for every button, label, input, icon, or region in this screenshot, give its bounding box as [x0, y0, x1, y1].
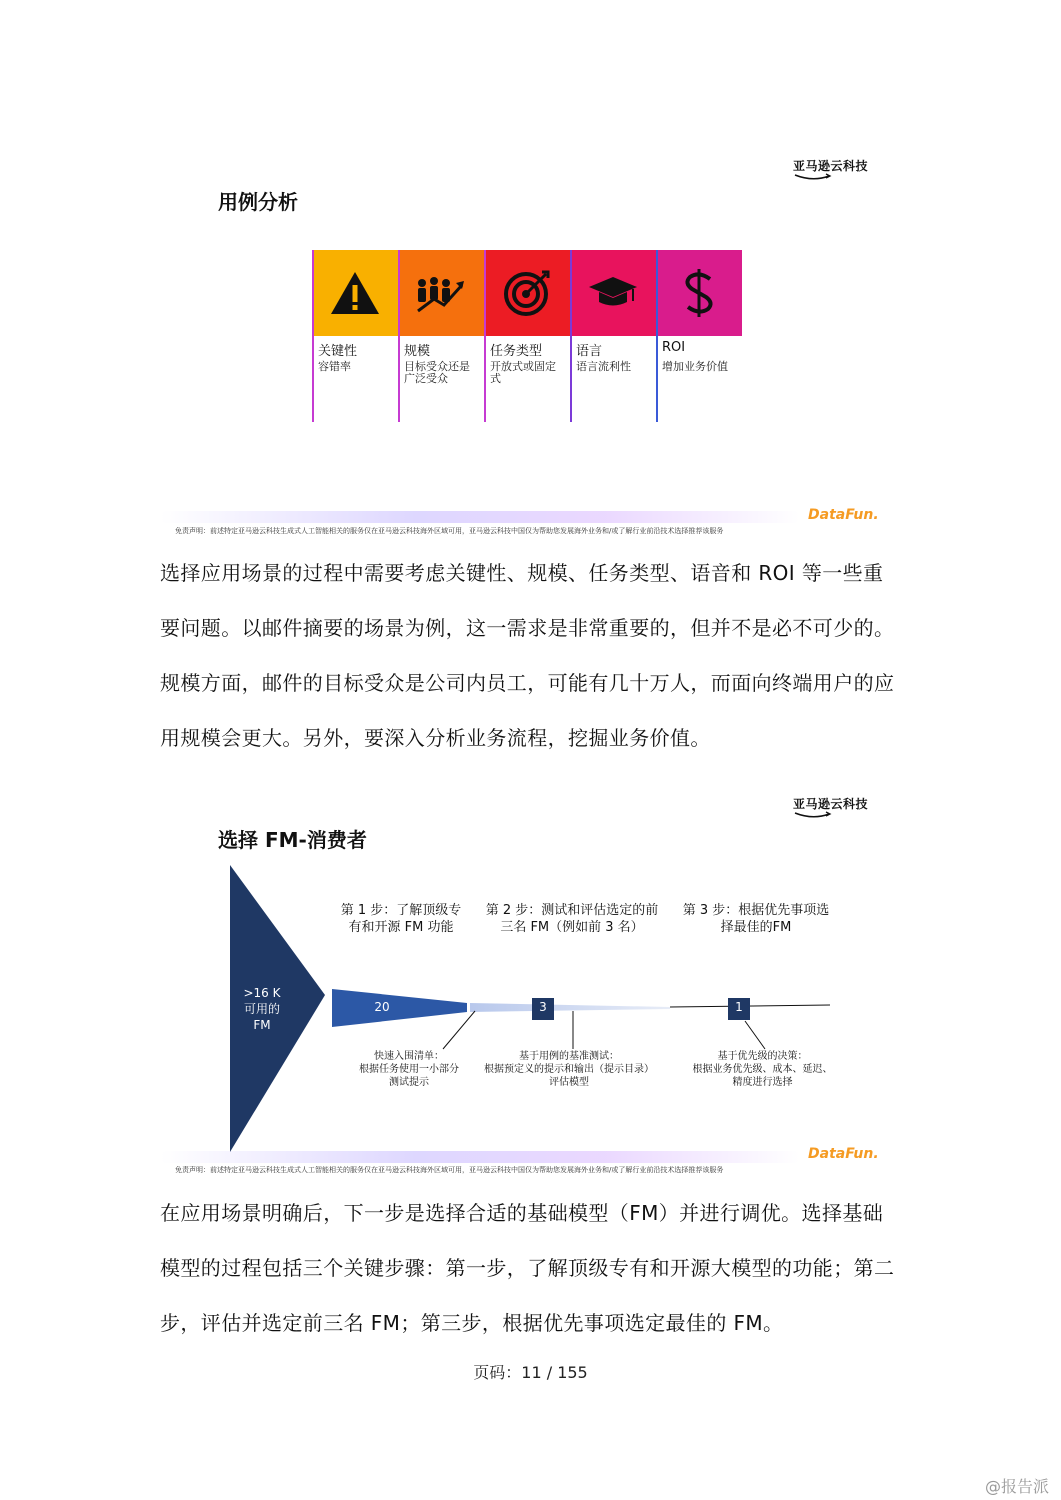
use-case-column [398, 250, 484, 422]
use-case-tile [484, 250, 570, 336]
slide-title-select-fm: 选择 FM-消费者 [218, 828, 367, 852]
use-case-label: 语言 [576, 344, 603, 359]
disclaimer: 免责声明：前述特定亚马逊云科技生成式人工智能相关的服务仅在亚马逊云科技海外区域可用，亚马逊云科技中国仅为帮助您发展海外业务和/或了解行业前沿技术选择推荐该服务 [175, 527, 724, 535]
step-line: 择最佳的FM [720, 920, 792, 935]
step-3-label [670, 902, 842, 936]
funnel-total-desc: 可用的 [243, 1002, 280, 1016]
note-shortlist [344, 1050, 474, 1089]
step-line: 有和开源 FM 功能 [348, 920, 454, 935]
page-number: 页码：11 / 155 [473, 1363, 588, 1382]
funnel-total-unit: FM [253, 1018, 271, 1032]
column-divider [656, 250, 658, 422]
note-line: 基于优先级的决策： [717, 1051, 808, 1062]
funnel-stage-20 [332, 989, 467, 1027]
column-divider [484, 250, 486, 422]
funnel-count-1: 1 [735, 1000, 743, 1014]
use-case-sub: 目标受众还是广泛受众 [404, 360, 470, 385]
note-line: 根据业务优先级、成本、延迟、 [692, 1064, 833, 1075]
footer-glow [160, 511, 800, 523]
target-icon [502, 268, 552, 318]
use-case-sub: 增加业务价值 [662, 360, 728, 373]
datafun-logo: DataFun. [808, 1146, 879, 1162]
step-line: 第 3 步：根据优先事项选 [682, 903, 830, 918]
callout-line [443, 1011, 475, 1049]
body-paragraph: 选择应用场景的过程中需要考虑关键性、规模、任务类型、语音和 ROI 等一些重要问题。以邮件摘要的场景为例，这一需求是非常重要的，但并不是必不可少的。规模方面，邮件的目标受众是公司内员工，可能有几十万人，而面向终端用户的应用规模会更大。另外，要深入分析业务流程，挖掘业务价值。 [160, 561, 895, 750]
use-case-sub: 语言流利性 [576, 360, 631, 373]
note-priority [680, 1050, 845, 1089]
brand-name: 亚马逊云科技 [793, 159, 869, 173]
note-line: 根据预定义的提示和输出（提示目录） [484, 1064, 654, 1075]
funnel-stage-3 [470, 1003, 670, 1012]
use-case-tile [398, 250, 484, 336]
use-case-label: 规模 [404, 344, 431, 359]
note-line: 快速入围清单： [374, 1051, 444, 1062]
people-growth-icon [414, 271, 468, 315]
note-benchmark [474, 1050, 664, 1089]
step-line: 第 2 步：测试和评估选定的前 [485, 903, 659, 918]
footer-glow [160, 1151, 800, 1163]
note-line: 测试提示 [389, 1077, 429, 1088]
brand-logo [793, 157, 868, 174]
use-case-grid [312, 250, 742, 422]
step-1-label [326, 902, 476, 936]
funnel-count-3: 3 [539, 1000, 547, 1014]
use-case-sub: 开放式或固定式 [490, 360, 556, 385]
watermark: @报告派 [984, 1477, 1049, 1496]
graduation-cap-icon [587, 275, 639, 311]
funnel-total-label [232, 985, 292, 1033]
brand-logo [793, 795, 868, 812]
use-case-column [484, 250, 570, 422]
step-line: 第 1 步：了解顶级专 [340, 903, 462, 918]
column-divider [398, 250, 400, 422]
use-case-label: 关键性 [318, 344, 358, 359]
step-line: 三名 FM（例如前 3 名） [500, 920, 644, 935]
use-case-column [312, 250, 398, 422]
brand-name: 亚马逊云科技 [793, 797, 869, 811]
warning-icon [329, 270, 381, 316]
smile-arrow-icon [793, 173, 833, 181]
column-divider [312, 250, 314, 422]
note-line: 根据任务使用一小部分 [359, 1064, 459, 1075]
note-line: 基于用例的基准测试： [519, 1051, 619, 1062]
use-case-column [656, 250, 742, 422]
use-case-column [570, 250, 656, 422]
column-divider [570, 250, 572, 422]
step-2-label [472, 902, 672, 936]
body-paragraph: 在应用场景明确后，下一步是选择合适的基础模型（FM）并进行调优。选择基础模型的过程包括三个关键步骤：第一步，了解顶级专有和开源大模型的功能；第二步，评估并选定前三名 FM；第三步，根据优先事项选定最佳的 FM。 [160, 1201, 895, 1335]
smile-arrow-icon [793, 811, 833, 819]
funnel-count-20: 20 [374, 1000, 390, 1014]
callout-line [745, 1021, 765, 1049]
disclaimer: 免责声明：前述特定亚马逊云科技生成式人工智能相关的服务仅在亚马逊云科技海外区域可用，亚马逊云科技中国仅为帮助您发展海外业务和/或了解行业前沿技术选择推荐该服务 [175, 1166, 724, 1174]
note-line: 精度进行选择 [732, 1077, 793, 1088]
note-line: 评估模型 [549, 1077, 589, 1088]
datafun-logo: DataFun. [808, 507, 879, 523]
use-case-label: ROI [662, 340, 686, 355]
dollar-icon [682, 267, 716, 319]
use-case-sub: 容错率 [318, 360, 351, 373]
use-case-tile [570, 250, 656, 336]
use-case-label: 任务类型 [490, 344, 543, 359]
use-case-tile [656, 250, 742, 336]
slide-title-use-case: 用例分析 [218, 190, 298, 214]
use-case-tile [312, 250, 398, 336]
funnel-total-count: >16 K [243, 986, 281, 1000]
